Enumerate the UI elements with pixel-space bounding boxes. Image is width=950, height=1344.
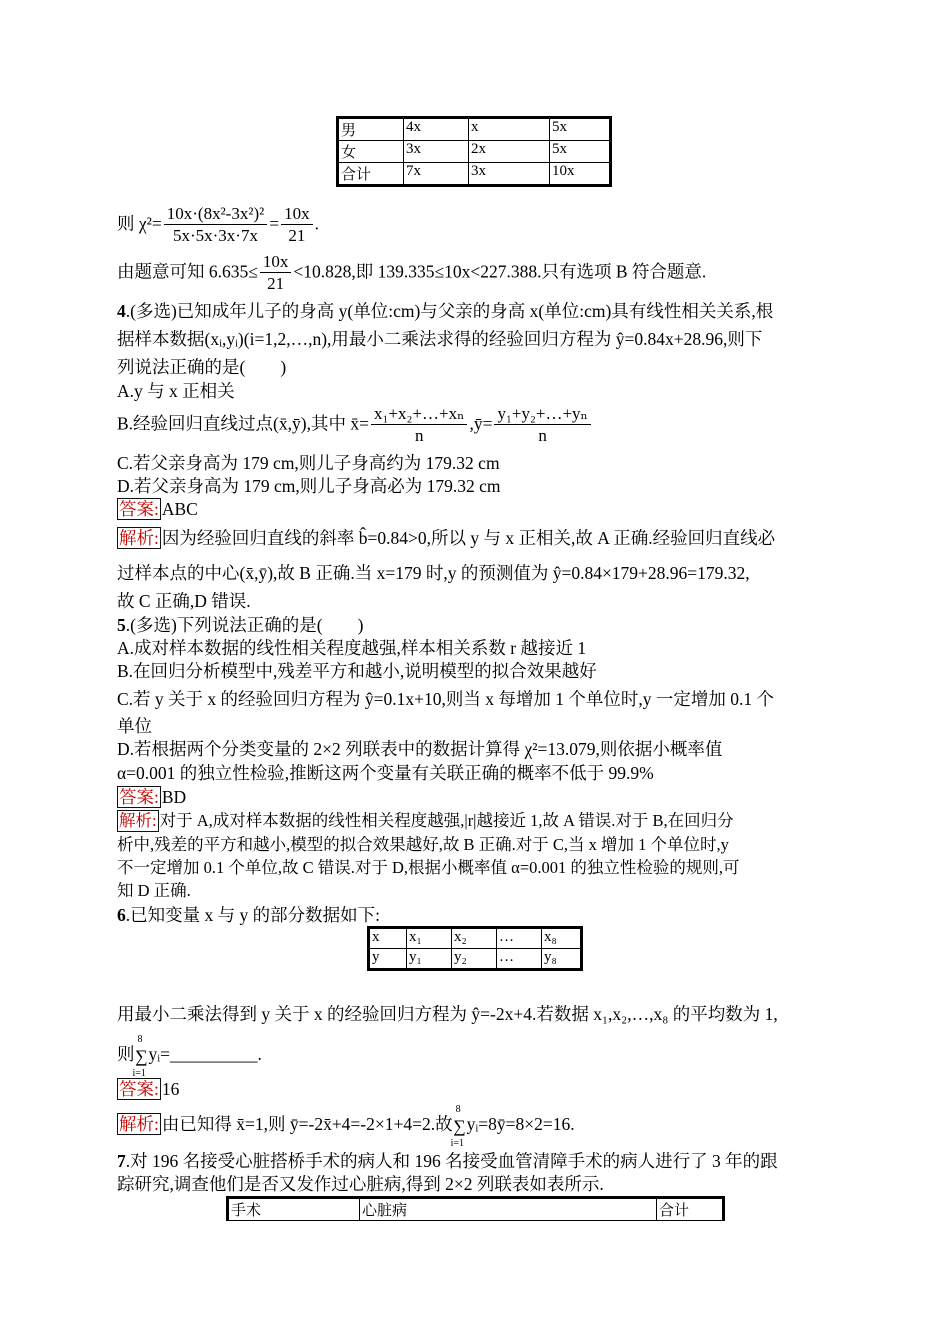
- table-cell: …: [497, 949, 542, 970]
- q5-line1: [117, 614, 363, 636]
- fraction: [281, 204, 313, 247]
- answer-tag: 答案:: [119, 499, 159, 519]
- fraction: [164, 204, 267, 247]
- table-row: [338, 141, 611, 163]
- q5-option-c1: C.若 y 关于 x 的经验回归方程为 ŷ=0.1x+10,则当 x 每增加 1 个单位时,y 一定增加 0.1 个: [117, 689, 775, 709]
- question-number: 5: [117, 615, 126, 635]
- q5-analysis-line1: [117, 810, 734, 832]
- q6-answer: [117, 1078, 179, 1100]
- question-number: 7: [117, 1151, 126, 1171]
- table-cell: y: [369, 949, 407, 970]
- fraction: [371, 404, 467, 447]
- table-cell: 心脏病: [360, 1198, 657, 1221]
- q4-answer: [117, 498, 198, 520]
- numerator: 10x·(8x²-3x²)²: [164, 204, 267, 225]
- table-cell: 5x: [550, 118, 611, 141]
- denominator: 21: [267, 274, 285, 293]
- answer-value: BD: [161, 787, 187, 807]
- q6-line3: [117, 1033, 262, 1079]
- table-cell: x₈: [542, 928, 582, 949]
- fraction: [494, 404, 590, 447]
- q4-option-c: C.若父亲身高为 179 cm,则儿子身高约为 179.32 cm: [117, 453, 500, 473]
- option-text: B.经验回归直线过点(x̄,ȳ),其中 x̄=: [117, 413, 369, 434]
- question-text: .(多选)下列说法正确的是( ): [125, 615, 364, 635]
- analysis-tag: 解析:: [119, 1114, 159, 1134]
- answer-value: 16: [161, 1079, 180, 1099]
- analysis-text: 由已知得 x̄=1,则 ȳ=-2x̄+4=-2×1+4=2.故: [161, 1114, 453, 1134]
- question-text: 则: [117, 1044, 135, 1064]
- analysis-text: 因为经验回归直线的斜率 b̂=0.84>0,所以 y 与 x 正相关,故 A 正确.经验回归直线必: [161, 528, 776, 548]
- table-cell: 男: [338, 118, 404, 141]
- q5-option-d2: α=0.001 的独立性检验,推断这两个变量有关联正确的概率不低于 99.9%: [117, 763, 654, 783]
- q4-line3: 列说法正确的是( ): [117, 357, 287, 377]
- table-row: [228, 1198, 724, 1221]
- table-cell: 3x: [469, 163, 550, 186]
- table-cell: 女: [338, 141, 404, 163]
- denominator: n: [414, 426, 424, 445]
- formula-text: <10.828,即 139.335≤10x<227.388.只有选项 B 符合题意.: [293, 261, 707, 282]
- table-cell: y₂: [452, 949, 497, 970]
- table-cell: x₂: [452, 928, 497, 949]
- denominator: 5x·5x·3x·7x: [172, 226, 258, 245]
- q6-line2: 用最小二乘法得到 y 关于 x 的经验回归方程为 ŷ=-2x+4.若数据 x₁,x₂,…,x₈ 的平均数为 1,: [117, 1004, 778, 1024]
- table-cell: 合计: [657, 1198, 724, 1221]
- analysis-text: 对于 A,成对样本数据的线性相关程度越强,|r|越接近 1,故 A 错误.对于 B,在回归分: [159, 811, 734, 830]
- table-cell: x₁: [407, 928, 452, 949]
- table-cell: 2x: [469, 141, 550, 163]
- q7-line1: [117, 1150, 778, 1172]
- q6-analysis: [117, 1103, 575, 1149]
- answer-tag: 答案:: [119, 1079, 159, 1099]
- sum-lower: i=1: [132, 1067, 146, 1079]
- q4-analysis-line2: 过样本点的中心(x̄,ȳ),故 B 正确.当 x=179 时,y 的预测值为 ŷ=0.84×179+28.96=179.32,: [117, 563, 750, 583]
- q4-analysis-line1: [117, 527, 775, 549]
- table-cell: x: [469, 118, 550, 141]
- q5-option-a: A.成对样本数据的线性相关程度越强,样本相关系数 r 越接近 1: [117, 638, 587, 658]
- question-text: yᵢ=__________.: [148, 1044, 262, 1064]
- q6-line1: [117, 904, 380, 926]
- table-cell: 10x: [550, 163, 611, 186]
- denominator: 21: [288, 226, 306, 245]
- gender-table: [336, 116, 612, 187]
- q7-line2: 踪研究,调查他们是否又发作过心脏病,得到 2×2 列联表如表所示.: [117, 1174, 604, 1194]
- q5-option-d1: D.若根据两个分类变量的 2×2 列联表中的数据计算得 χ²=13.079,则依据小概率值: [117, 739, 723, 759]
- formula-text: 由题意可知 6.635≤: [117, 261, 258, 282]
- table-row: [369, 928, 582, 949]
- summation-sign: ∑ 8 i=1: [453, 1115, 467, 1137]
- q4-line2: 据样本数据(xᵢ,yᵢ)(i=1,2,…,n),用最小二乘法求得的经验回归方程为 ŷ=0.84x+28.96,则下: [117, 329, 763, 349]
- fraction: [260, 252, 292, 295]
- question-number: 6: [117, 905, 126, 925]
- formula-text: .: [314, 213, 319, 234]
- surgery-table: [226, 1196, 725, 1221]
- numerator: y₁+y₂+…+yₙ: [494, 404, 590, 425]
- q5-analysis-line4: 知 D 正确.: [117, 881, 191, 900]
- range-line: [117, 252, 706, 295]
- xy-data-table: [367, 926, 583, 971]
- table-cell: 手术: [228, 1198, 360, 1221]
- question-number: 4: [117, 301, 126, 321]
- analysis-tag: 解析:: [119, 811, 157, 830]
- chi-square-formula: [117, 204, 319, 247]
- q5-option-c2: 单位: [117, 716, 152, 736]
- table-row: [338, 118, 611, 141]
- numerator: 10x: [260, 252, 292, 273]
- answer-value: ABC: [161, 499, 198, 519]
- analysis-text: yᵢ=8ȳ=8×2=16.: [466, 1114, 575, 1134]
- table-cell: 3x: [404, 141, 469, 163]
- table-cell: 5x: [550, 141, 611, 163]
- table-cell: …: [497, 928, 542, 949]
- table-row: [338, 163, 611, 186]
- q5-analysis-line2: 析中,残差的平方和越小,模型的拟合效果越好,故 B 正确.对于 C,当 x 增加 1 个单位时,y: [117, 835, 729, 854]
- analysis-tag: 解析:: [119, 528, 159, 548]
- table-cell: 4x: [404, 118, 469, 141]
- formula-text: =: [269, 213, 280, 234]
- q4-option-b: [117, 404, 593, 447]
- denominator: n: [538, 426, 547, 445]
- formula-text: 则 χ²=: [117, 213, 162, 234]
- table-cell: 合计: [338, 163, 404, 186]
- table-cell: 7x: [404, 163, 469, 186]
- table-cell: y₈: [542, 949, 582, 970]
- table-row: [369, 949, 582, 970]
- sum-upper: 8: [137, 1033, 143, 1045]
- sum-upper: 8: [455, 1103, 461, 1115]
- numerator: x₁+x₂+…+xₙ: [371, 404, 467, 425]
- sum-lower: i=1: [450, 1137, 465, 1149]
- numerator: 10x: [281, 204, 313, 225]
- q5-answer: [117, 786, 186, 808]
- q4-option-a: A.y 与 x 正相关: [117, 381, 235, 401]
- option-text: ,ȳ=: [469, 413, 493, 434]
- q5-option-b: B.在回归分析模型中,残差平方和越小,说明模型的拟合效果越好: [117, 661, 597, 681]
- summation-sign: ∑ 8 i=1: [135, 1045, 149, 1067]
- q4-line1: [117, 300, 773, 322]
- question-text: .已知变量 x 与 y 的部分数据如下:: [125, 905, 380, 925]
- table-cell: x: [369, 928, 407, 949]
- q4-analysis-line3: 故 C 正确,D 错误.: [117, 591, 251, 611]
- q5-analysis-line3: 不一定增加 0.1 个单位,故 C 错误.对于 D,根据小概率值 α=0.001 的独立性检验的规则,可: [117, 858, 740, 877]
- table-cell: y₁: [407, 949, 452, 970]
- question-text: .对 196 名接受心脏搭桥手术的病人和 196 名接受血管清障手术的病人进行了 3 年的跟: [125, 1151, 778, 1171]
- q4-option-d: D.若父亲身高为 179 cm,则儿子身高必为 179.32 cm: [117, 476, 501, 496]
- answer-tag: 答案:: [119, 787, 159, 807]
- question-text: .(多选)已知成年儿子的身高 y(单位:cm)与父亲的身高 x(单位:cm)具有线性相关关系,根: [125, 301, 774, 321]
